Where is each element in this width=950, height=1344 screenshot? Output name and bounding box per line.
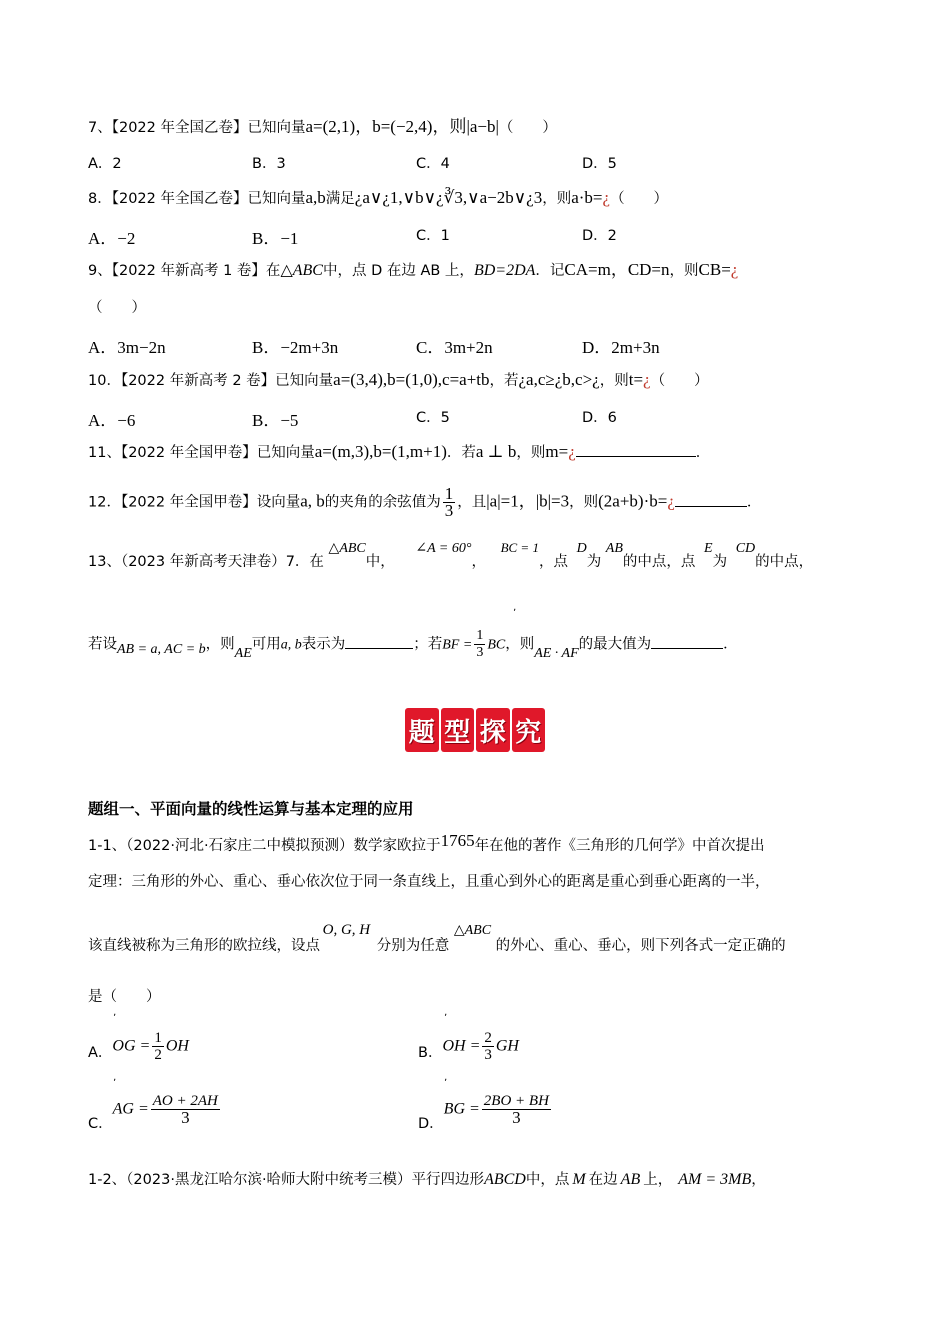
q10-condition: ¿a,c≥¿b,c>¿ xyxy=(518,370,600,389)
q12-fraction xyxy=(443,486,456,519)
q10-option-a: A．−6 xyxy=(88,411,136,430)
q7-option-a: A．2 xyxy=(88,156,122,172)
q1-1-opt-c-arrow: ʼ xyxy=(113,1078,117,1089)
q1-1-opt-b-lhs: OH = xyxy=(442,1037,481,1055)
q11-text: ．若 xyxy=(446,445,476,461)
q13-angle: ∠A = 60° xyxy=(415,541,472,556)
q1-1-opt-b-rhs: GH xyxy=(495,1037,519,1055)
question-7 xyxy=(88,117,557,138)
q13-bc: BC = 1 xyxy=(500,540,539,555)
q1-1-opt-a-frac xyxy=(152,1030,164,1063)
q12-glitch: ¿ xyxy=(667,491,675,511)
q11-answer-blank[interactable] xyxy=(576,442,696,457)
q1-1-opt-d-label: D． xyxy=(418,1115,444,1132)
q1-2-comma: ， xyxy=(751,1172,766,1188)
question-9 xyxy=(88,260,738,281)
q7-vector-b: ，b=(−2,4)，则 xyxy=(355,117,467,136)
q1-1-option-c xyxy=(88,1093,222,1132)
q9-paren: （ ） xyxy=(88,300,146,316)
q9-option-c: C．3m+2n xyxy=(416,338,493,357)
q12-text3: ，则 xyxy=(569,494,599,511)
q7-option-d: D．5 xyxy=(582,156,617,172)
q9-cb-expr: CB= xyxy=(698,260,731,279)
question-12 xyxy=(88,486,761,519)
q12-frac-den: 3 xyxy=(444,501,454,520)
q13-text: 中， xyxy=(365,554,395,570)
q8-options xyxy=(88,224,848,246)
q1-2-point-m: M xyxy=(572,1171,586,1188)
question-8 xyxy=(88,188,668,209)
q13-text4: 的中点，点 xyxy=(622,554,696,570)
q1-1-opt-d-lhs: BG = xyxy=(443,1100,480,1118)
q11-glitch: ¿ xyxy=(568,442,576,461)
q13-fraction xyxy=(474,628,485,661)
q1-1-opt-b-num: 2 xyxy=(484,1030,492,1046)
banner-char-4: 究 xyxy=(512,708,546,752)
q8-option-d: D．2 xyxy=(582,228,617,244)
q13-ab: AB xyxy=(605,541,623,556)
q8-paren: （ ） xyxy=(610,191,669,207)
q9-text: 中，点 D 在边 AB 上， xyxy=(322,263,474,279)
q13-point-d: D xyxy=(576,541,587,556)
q1-1-text2: 年在他的著作《三角形的几何学》中首次提出 xyxy=(474,838,765,854)
q1-2-ab: AB xyxy=(620,1171,641,1188)
q9-paren-line xyxy=(88,298,146,318)
q1-2-line-1 xyxy=(88,1170,766,1190)
question-11 xyxy=(88,442,710,463)
q1-1-option-b xyxy=(418,1030,519,1063)
q10-t-expr: t= xyxy=(628,370,644,389)
q9-options xyxy=(88,333,848,355)
q1-1-option-d xyxy=(418,1093,553,1132)
q9-bd-eq: BD=2DA xyxy=(473,262,536,279)
q1-1-opt-c-frac xyxy=(151,1093,220,1126)
q1-1-option-a xyxy=(88,1030,189,1063)
q8-condition: ¿a∨¿1,∨b∨¿∛3,∨a−2b∨¿3 xyxy=(354,188,543,207)
q8-vectors: a,b xyxy=(305,188,326,207)
q1-1-year: 1765 xyxy=(440,831,475,850)
q10-text: ，若 xyxy=(489,373,519,389)
q1-1-opt-b-label: B． xyxy=(418,1044,443,1061)
q13-ae: AE xyxy=(234,645,252,661)
q9-text2: ．记 xyxy=(535,263,565,279)
section-banner xyxy=(405,708,545,752)
q1-1-opt-d-frac xyxy=(482,1093,551,1126)
q7-option-c: C．4 xyxy=(416,156,450,172)
q1-1-text4: 分别为任意 xyxy=(376,938,450,954)
q10-options xyxy=(88,406,848,428)
q13-l2-text4: 表示为 xyxy=(301,636,346,653)
q1-2-text3: 在边 xyxy=(588,1172,618,1188)
q1-1-opt-d-num: 2BO + BH xyxy=(483,1093,549,1109)
q1-1-line-1 xyxy=(88,831,765,856)
q9-glitch: ¿ xyxy=(730,260,739,279)
q13-period: ． xyxy=(723,636,738,653)
q10-paren: （ ） xyxy=(650,373,709,389)
q8-glitch: ¿ xyxy=(602,188,611,207)
q12-vectors: a, b xyxy=(300,491,325,511)
q11-period: ． xyxy=(695,445,711,461)
q13-label: 13、（2023 年新高考天津卷）7．在 xyxy=(88,554,324,570)
q1-1-opt-c-den: 3 xyxy=(181,1108,190,1127)
q13-text6: 的中点， xyxy=(755,554,814,570)
banner-char-2: 型 xyxy=(441,708,475,752)
q13-point-e: E xyxy=(704,541,713,556)
q8-text2: ，则 xyxy=(542,191,572,207)
q9-vector-defs: CA=m，CD=n xyxy=(564,260,670,279)
q1-1-opt-a-lhs: OG = xyxy=(112,1037,151,1055)
q10-option-c: C．5 xyxy=(416,410,450,426)
q13-l2-text6: ，则 xyxy=(505,636,535,653)
q9-option-a: A．3m−2n xyxy=(88,338,166,357)
q8-option-a: A．−2 xyxy=(88,229,136,248)
q1-2-abcd: ABCD xyxy=(484,1171,526,1188)
question-13-line-2 xyxy=(88,628,738,661)
q1-1-opt-b-arrow: ʼ xyxy=(444,1013,448,1024)
q10-vectors: a=(3,4),b=(1,0),c=a+tb xyxy=(333,370,490,389)
q8-option-c: C．1 xyxy=(416,228,450,244)
q1-1-opt-a-arrow: ʼ xyxy=(113,1013,117,1024)
q1-1-text5: 的外心、重心、垂心，则下列各式一定正确的 xyxy=(495,938,786,954)
q1-1-line-2: 定理：三角形的外心、重心、垂心依次位于同一条直线上，且重心到外心的距离是重心到垂心距离的一半， xyxy=(88,874,770,890)
q1-1-text3: 该直线被称为三角形的欧拉线，设点 xyxy=(88,938,320,954)
q7-abs-expr: |a−b| xyxy=(466,117,499,136)
q1-1-opt-c-lhs: AG = xyxy=(112,1100,149,1118)
q10-glitch: ¿ xyxy=(643,370,651,389)
q11-perp: a ⊥ b xyxy=(475,442,517,461)
q11-label: 11、【2022 年全国甲卷】已知向量 xyxy=(88,445,315,461)
q9-text3: ，则 xyxy=(669,263,699,279)
q12-answer-blank[interactable] xyxy=(675,492,747,507)
q10-option-d: D．6 xyxy=(582,410,617,426)
q7-label: 7、【2022 年全国乙卷】已知向量 xyxy=(88,120,306,136)
q1-1-opt-c-num: AO + 2AH xyxy=(152,1093,218,1109)
q13-text2: ，点 xyxy=(538,554,568,570)
q8-label: 8．【2022 年全国乙卷】已知向量 xyxy=(88,191,306,207)
banner-char-1: 题 xyxy=(405,708,439,752)
q13-l2-text3: 可用 xyxy=(251,636,281,653)
q13-frac-den: 3 xyxy=(476,645,484,660)
q10-label: 10．【2022 年新高考 2 卷】已知向量 xyxy=(88,373,334,389)
q1-1-opt-c-label: C． xyxy=(88,1115,113,1132)
q13-text3: 为 xyxy=(586,554,602,570)
q1-1-line-4: 是（ ） xyxy=(88,989,161,1005)
q12-label: 12．【2022 年全国甲卷】设向量 xyxy=(88,494,301,511)
q8-option-b: B．−1 xyxy=(252,229,299,248)
q13-blank-1[interactable] xyxy=(345,634,413,649)
q13-blank-2[interactable] xyxy=(651,634,723,649)
q10-option-b: B．−5 xyxy=(252,411,299,430)
q13-cd: CD xyxy=(735,541,756,556)
q1-1-opt-a-den: 2 xyxy=(154,1047,162,1063)
q9-option-b: B．−2m+3n xyxy=(252,338,339,357)
q7-options xyxy=(88,152,848,174)
q12-frac-num: 1 xyxy=(444,484,454,503)
q1-1-opt-a-label: A． xyxy=(88,1044,113,1061)
q1-1-triangle: △ABC xyxy=(453,923,492,938)
question-10 xyxy=(88,370,709,391)
q1-2-text4: 上， xyxy=(643,1172,673,1188)
q13-bf: BF = xyxy=(442,637,473,653)
q1-1-opt-b-frac xyxy=(482,1030,494,1063)
q1-2-am-eq: AM = 3MB xyxy=(678,1171,752,1188)
q1-1-text: 1-1、（2022·河北·石家庄二中模拟预测）数学家欧拉于 xyxy=(88,838,441,854)
q12-dot-expr: (2a+b)·b= xyxy=(598,491,668,511)
q12-text: 的夹角的余弦值为 xyxy=(324,494,441,511)
q9-label: 9、【2022 年新高考 1 卷】在 xyxy=(88,263,281,279)
q13-l2-text5: ；若 xyxy=(413,636,443,653)
q13-text5: 为 xyxy=(712,554,728,570)
q1-2-text2: 中，点 xyxy=(525,1172,570,1188)
q7-vector-a: a=(2,1) xyxy=(305,117,356,136)
q8-dot-expr: a·b= xyxy=(571,188,603,207)
q1-1-opt-a-rhs: OH xyxy=(165,1037,189,1055)
q8-text: 满足 xyxy=(325,191,355,207)
q13-ae-af: AE · AF xyxy=(534,645,579,661)
q13-ab-ac: AB = a, AC = b xyxy=(117,641,206,657)
q1-1-ogh: O, G, H xyxy=(322,922,371,938)
q12-magnitudes: |a|=1，|b|=3 xyxy=(486,491,570,511)
q13-l2-text7: 的最大值为 xyxy=(578,636,652,653)
q7-paren: （ ） xyxy=(498,120,557,136)
q1-1-opt-a-num: 1 xyxy=(154,1030,162,1046)
q12-period: ． xyxy=(746,494,762,511)
q13-bc-vec: BC xyxy=(487,637,506,653)
q11-vectors: a=(m,3),b=(1,m+1) xyxy=(314,442,447,461)
q1-1-opt-d-den: 3 xyxy=(512,1108,521,1127)
q1-1-opt-d-arrow: ʼ xyxy=(444,1078,448,1089)
q9-option-d: D．2m+3n xyxy=(582,338,660,357)
q7-option-b: B．3 xyxy=(252,156,286,172)
q1-2-text: 1-2、（2023·黑龙江哈尔滨·哈师大附中统考三模）平行四边形 xyxy=(88,1172,485,1188)
q1-1-opt-b-den: 3 xyxy=(484,1047,492,1063)
question-13-line-1 xyxy=(88,540,814,573)
section-heading: 题组一、平面向量的线性运算与基本定理的应用 xyxy=(88,800,414,818)
q13-l2-text2: ，则 xyxy=(205,636,235,653)
q11-m-expr: m= xyxy=(545,442,569,461)
q13-triangle: △ABC xyxy=(328,541,366,556)
q13-comma: ， xyxy=(471,554,486,570)
q1-1-line-3 xyxy=(88,922,786,957)
q9-triangle: △ABC xyxy=(280,262,323,279)
q13-l2-text: 若设 xyxy=(88,636,117,653)
q13-frac-num: 1 xyxy=(476,628,484,643)
q13-arrow-mark: ʼ xyxy=(513,608,517,619)
q11-text2: ，则 xyxy=(516,445,546,461)
q13-ab-vars: a, b xyxy=(280,637,302,653)
banner-char-3: 探 xyxy=(476,708,510,752)
q10-text2: ，则 xyxy=(599,373,629,389)
q12-text2: ，且 xyxy=(457,494,487,511)
